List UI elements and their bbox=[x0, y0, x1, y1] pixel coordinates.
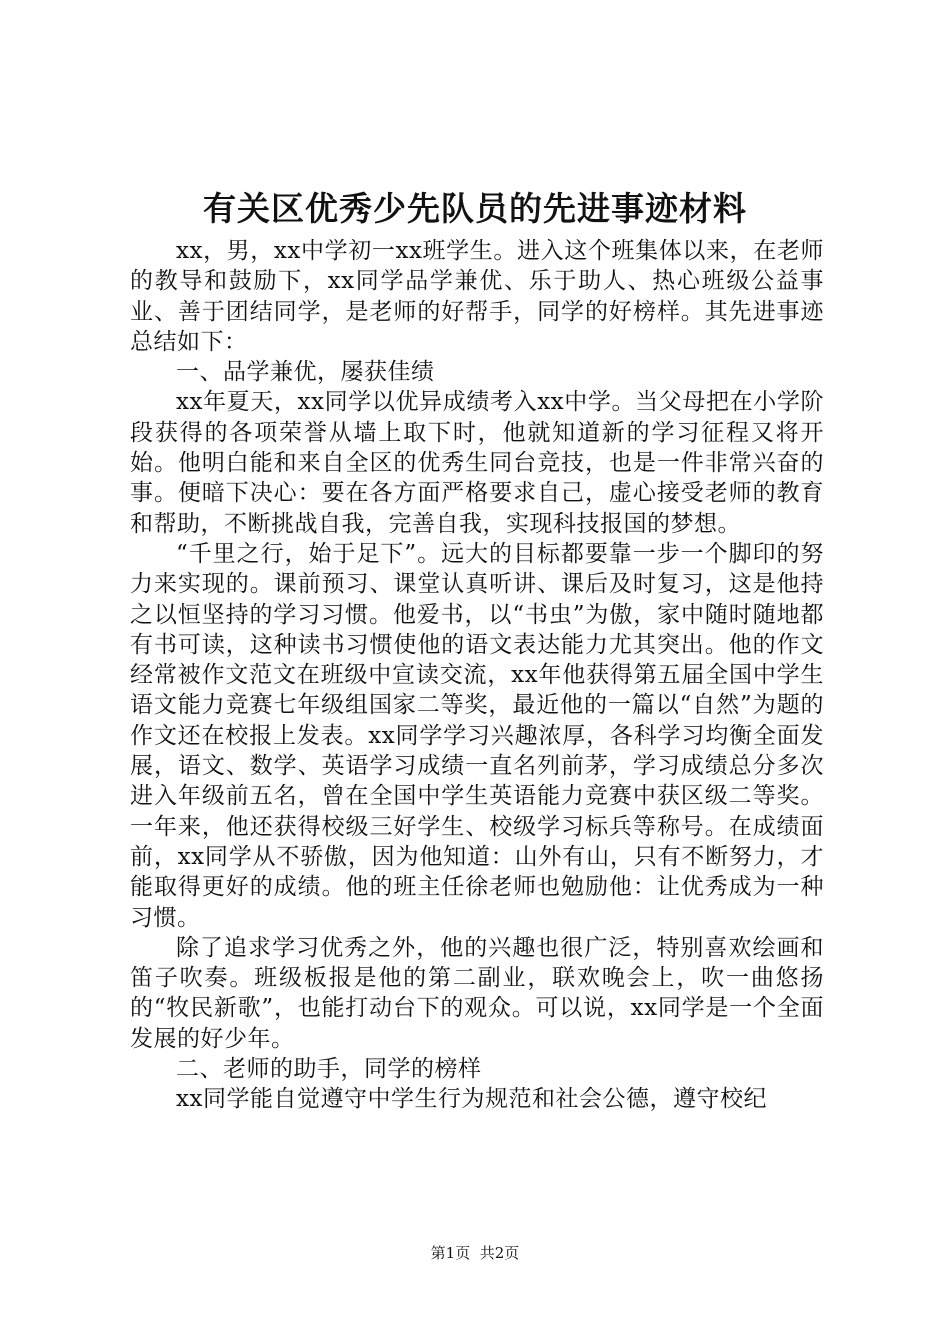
paragraph-1: xx年夏天，xx同学以优异成绩考入xx中学。当父母把在小学阶段获得的各项荣誉从墙上取下时，他就知道新的学习征程又将开始。他明白能和来自全区的优秀生同台竞技，也是一件非常兴奋的事。便暗下决心：要在各方面严格要求自己，虚心接受老师的教育和帮助，不断挑战自我，完善自我，实现科技报国的梦想。 bbox=[130, 389, 824, 537]
paragraph-4: xx同学能自觉遵守中学生行为规范和社会公德，遵守校纪 bbox=[176, 1086, 767, 1113]
page-footer bbox=[0, 1243, 950, 1263]
paragraph-2: “千里之行，始于足下”。远大的目标都要靠一步一个脚印的努力来实现的。课前预习、课堂认真听讲、课后及时复习，这是他持之以恒坚持的学习习惯。他爱书，以“书虫”为傲，家中随时随地都有书可读，这种读书习惯使他的语文表达能力尤其突出。他的作文经常被作文范文在班级中宣读交流，xx年他获得第五届全国中学生语文能力竞赛七年级组国家二等奖，最近他的一篇以“自然”为题的作文还在校报上发表。xx同学学习兴趣浓厚，各科学习均衡全面发展，语文、数学、英语学习成绩一直名列前茅，学习成绩总分多次进入年级前五名，曾在全国中学生英语能力竞赛中获区级二等奖。一年来，他还获得校级三好学生、校级学习标兵等称号。在成绩面前，xx同学从不骄傲，因为他知道：山外有山，只有不断努力，才能取得更好的成绩。他的班主任徐老师也勉励他：让优秀成为一种习惯。 bbox=[130, 540, 824, 931]
paragraph-3: 除了追求学习优秀之外，他的兴趣也很广泛，特别喜欢绘画和笛子吹奏。班级板报是他的第二副业，联欢晚会上，吹一曲悠扬的“牧民新歌”，也能打动台下的观众。可以说，xx同学是一个全面发展的好少年。 bbox=[130, 934, 824, 1052]
page-total: 共2页 bbox=[479, 1244, 520, 1262]
section-heading-2: 二、老师的助手，同学的榜样 bbox=[176, 1056, 482, 1083]
document-body bbox=[130, 236, 824, 1115]
footer-spacer bbox=[470, 1244, 480, 1262]
section-heading-1: 一、品学兼优，屡获佳绩 bbox=[176, 359, 435, 386]
page-number: 第1页 bbox=[430, 1244, 471, 1262]
document-title: 有关区优秀少先队员的先进事迹材料 bbox=[203, 189, 747, 228]
paragraph-intro: xx，男，xx中学初一xx班学生。进入这个班集体以来，在老师的教导和鼓励下，xx同学品学兼优、乐于助人、热心班级公益事业、善于团结同学，是老师的好帮手，同学的好榜样。其先进事迹总结如下： bbox=[130, 238, 824, 355]
